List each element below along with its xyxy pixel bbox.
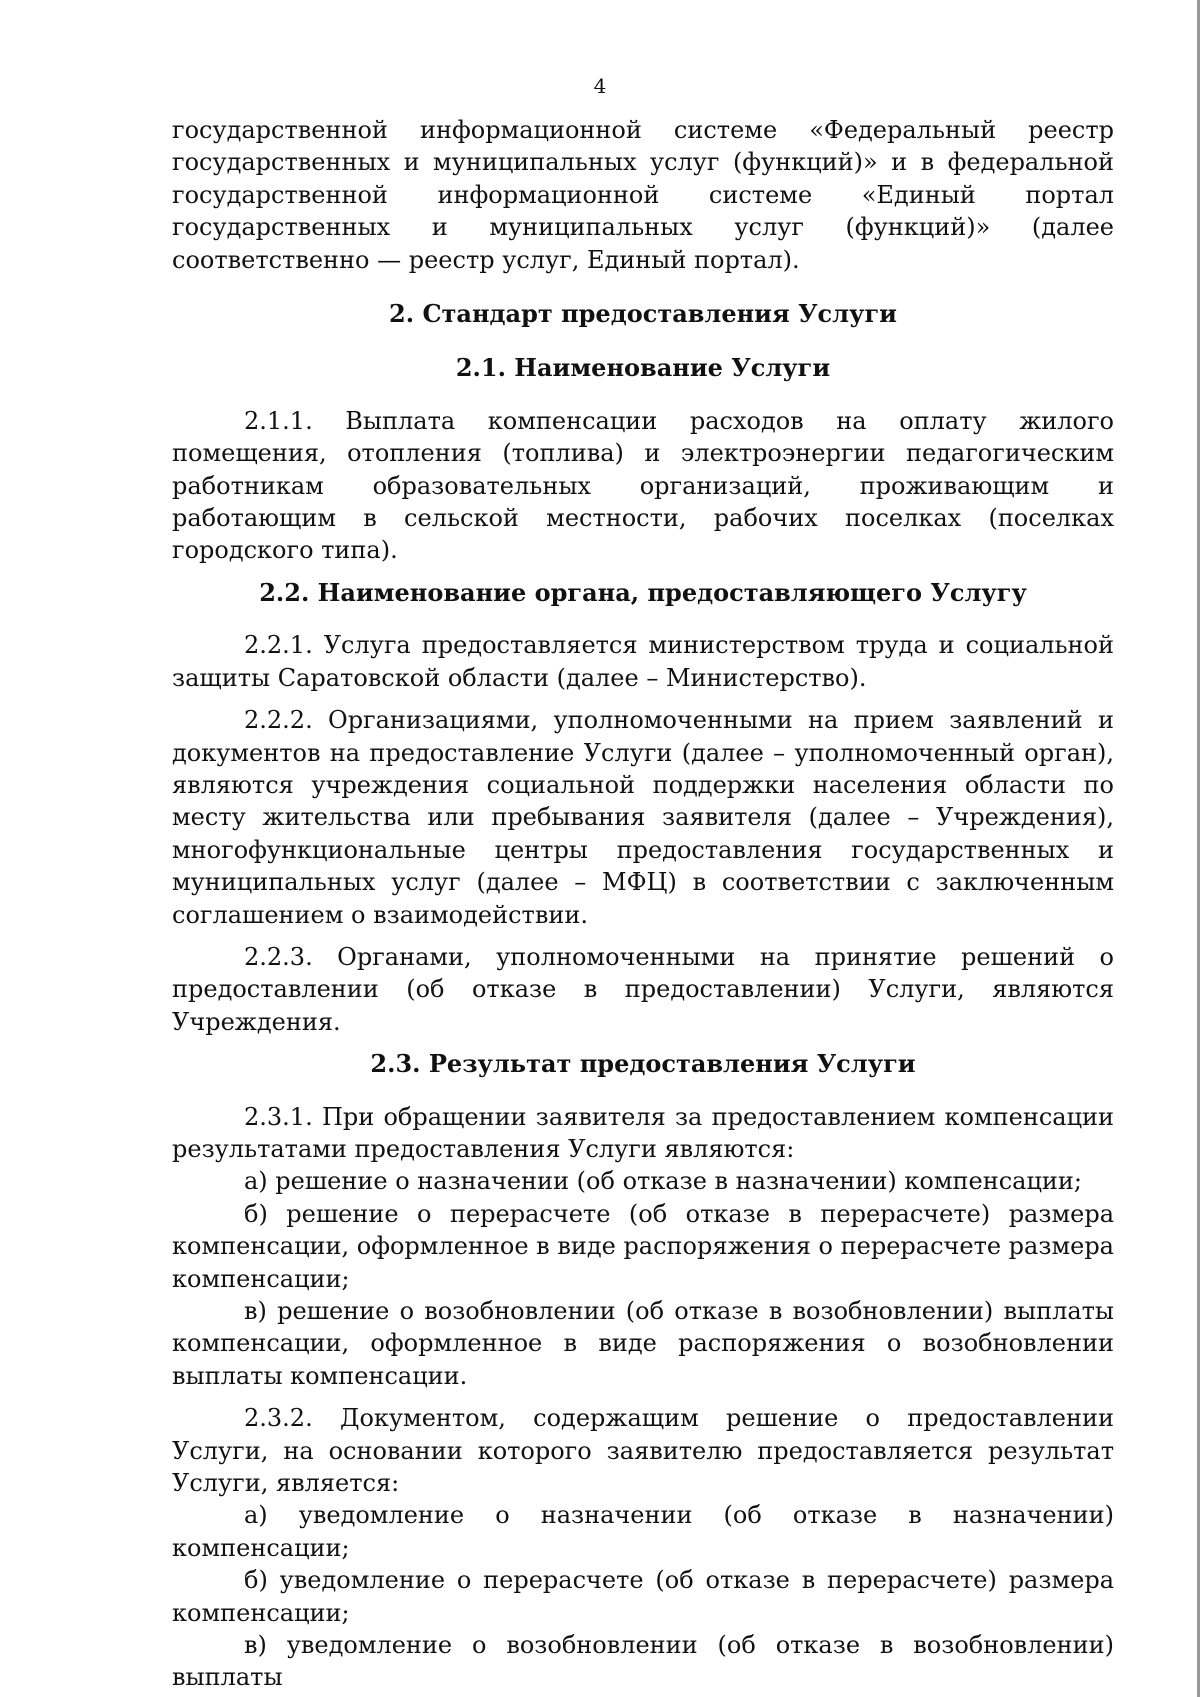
list-item-2-3-1-b: б) решение о перерасчете (об отказе в перерасчете) размера компенсации, оформленное в виде распоряжения о перерасчете размера компенсации; (172, 1199, 1114, 1293)
subsection-heading-2-2: 2.2. Наименование органа, предоставляющего Услугу (259, 577, 1027, 607)
paragraph-2-2-2: 2.2.2. Организациями, уполномоченными на прием заявлений и документов на предоставление Услуги (далее – уполномоченный орган), являются учреждения социальной поддержки населения области по месту жительства или пребывания заявителя (далее – Учреждения), многофункциональные центры предоставления государственных и муниципальных услуг (далее – МФЦ) в соответствии с заключенным соглашением о взаимодействии. (172, 706, 1114, 929)
list-item-2-3-1-a: а) решение о назначении (об отказе в назначении) компенсации; (244, 1167, 1082, 1196)
subsection-heading-2-1: 2.1. Наименование Услуги (455, 353, 831, 383)
section-heading-2: 2. Стандарт предоставления Услуги (389, 299, 897, 329)
list-item-2-3-2-a: а) уведомление о назначении (об отказе в назначении) компенсации; (172, 1501, 1114, 1562)
paragraph-2-2-3: 2.2.3. Органами, уполномоченными на принятие решений о предоставлении (об отказе в предоставлении) Услуги, являются Учреждения. (172, 942, 1114, 1036)
list-item-2-3-2-b: б) уведомление о перерасчете (об отказе в перерасчете) размера компенсации; (172, 1566, 1114, 1627)
paragraph-2-3-2: 2.3.2. Документом, содержащим решение о предоставлении Услуги, на основании которого заявителю предоставляется результат Услуги, является: (172, 1404, 1114, 1498)
paragraph-2-3-1: 2.3.1. При обращении заявителя за предоставлением компенсации результатами предоставления Услуги являются: (172, 1102, 1114, 1163)
paragraph-2-1-1: 2.1.1. Выплата компенсации расходов на оплату жилого помещения, отопления (топлива) и электроэнергии педагогическим работникам образовательных организаций, проживающим и работающим в сельской местности, рабочих поселках (поселках городского типа). (172, 406, 1114, 565)
list-item-2-3-1-v: в) решение о возобновлении (об отказе в возобновлении) выплаты компенсации, оформленное в виде распоряжения о возобновлении выплаты компенсации. (172, 1297, 1114, 1390)
page-number: 4 (593, 74, 607, 98)
paragraph-continuation: государственной информационной системе «Федеральный реестр государственных и муниципальных услуг (функций)» и в федеральной государственной информационной системе «Единый портал государственных и муниципальных услуг (функций)» (далее соответственно — реестр услуг, Единый портал). (172, 116, 1114, 274)
subsection-heading-2-3: 2.3. Результат предоставления Услуги (370, 1049, 916, 1079)
paragraph-2-2-1: 2.2.1. Услуга предоставляется министерством труда и социальной защиты Саратовской области (далее – Министерство). (172, 631, 1114, 692)
list-item-2-3-2-v: в) уведомление о возобновлении (об отказе в возобновлении) выплаты (172, 1631, 1114, 1692)
document-body (172, 114, 1114, 1694)
